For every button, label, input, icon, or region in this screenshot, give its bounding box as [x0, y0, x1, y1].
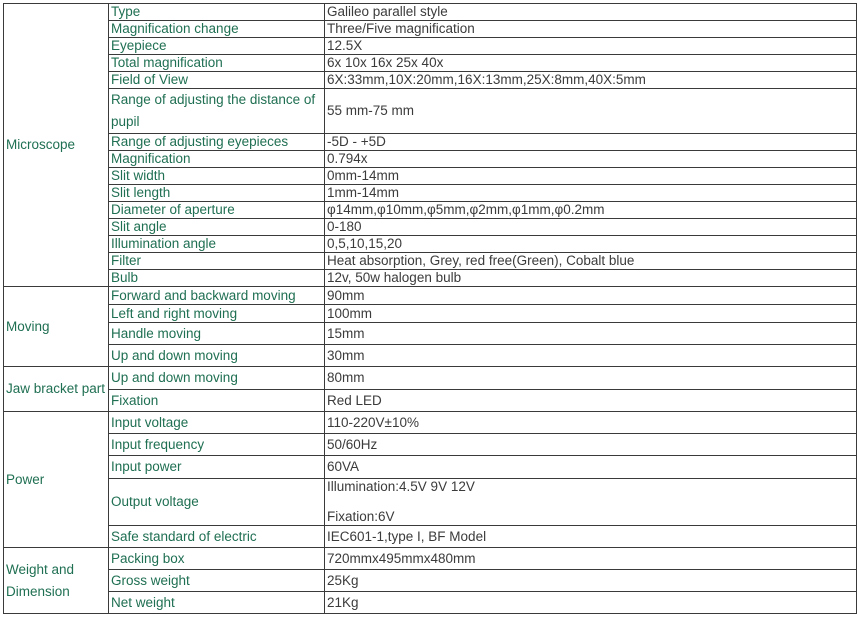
spec-value: 90mm	[325, 287, 857, 305]
table-row	[4, 21, 857, 38]
spec-label: Fixation	[109, 390, 325, 412]
spec-value: 25Kg	[325, 570, 857, 592]
spec-label: Field of View	[109, 72, 325, 89]
spec-value: 12v, 50w halogen bulb	[325, 270, 857, 287]
table-row	[4, 434, 857, 456]
spec-value: 0.794x	[325, 151, 857, 168]
spec-label: Range of adjusting eyepieces	[109, 134, 325, 151]
table-row	[4, 185, 857, 202]
line-gap	[327, 495, 854, 509]
category-cell: Microscope	[4, 4, 109, 287]
spec-value: 720mmx495mmx480mm	[325, 548, 857, 570]
spec-label: Type	[109, 4, 325, 21]
spec-value: 6X:33mm,10X:20mm,16X:13mm,25X:8mm,40X:5mm	[325, 72, 857, 89]
category-cell: Power	[4, 412, 109, 548]
spec-value: 1mm-14mm	[325, 185, 857, 202]
spec-label: Magnification change	[109, 21, 325, 38]
spec-label: Input frequency	[109, 434, 325, 456]
table-row	[4, 134, 857, 151]
table-row	[4, 270, 857, 287]
spec-value: 21Kg	[325, 592, 857, 614]
table-row	[4, 570, 857, 592]
table-row	[4, 526, 857, 548]
spec-label: Slit angle	[109, 219, 325, 236]
spec-value: 80mm	[325, 367, 857, 390]
spec-label: Net weight	[109, 592, 325, 614]
spec-label: Packing box	[109, 548, 325, 570]
spec-value: 0mm-14mm	[325, 168, 857, 185]
table-row	[4, 305, 857, 323]
category-cell: Moving	[4, 287, 109, 367]
spec-label: Up and down moving	[109, 345, 325, 367]
table-row	[4, 323, 857, 345]
table-row	[4, 151, 857, 168]
table-row	[4, 4, 857, 21]
table-row	[4, 253, 857, 270]
table-row	[4, 202, 857, 219]
spec-value: Red LED	[325, 390, 857, 412]
table-row	[4, 55, 857, 72]
spec-value: 50/60Hz	[325, 434, 857, 456]
spec-value: 0,5,10,15,20	[325, 236, 857, 253]
table-row	[4, 390, 857, 412]
spec-value-multiline	[325, 479, 857, 526]
spec-value: 12.5X	[325, 38, 857, 55]
spec-value: Heat absorption, Grey, red free(Green), Cobalt blue	[325, 253, 857, 270]
table-row	[4, 287, 857, 305]
spec-label: Handle moving	[109, 323, 325, 345]
table-row	[4, 479, 857, 526]
spec-value: 110-220V±10%	[325, 412, 857, 434]
spec-value: 60VA	[325, 456, 857, 479]
spec-label: Gross weight	[109, 570, 325, 592]
table-row	[4, 89, 857, 134]
spec-label: Input voltage	[109, 412, 325, 434]
spec-label: Diameter of aperture	[109, 202, 325, 219]
spec-value: IEC601-1,type I, BF Model	[325, 526, 857, 548]
table-row	[4, 236, 857, 253]
spec-label: Filter	[109, 253, 325, 270]
spec-label: Range of adjusting the distance of pupil	[109, 89, 325, 134]
spec-label: Total magnification	[109, 55, 325, 72]
spec-value: 55 mm-75 mm	[325, 89, 857, 134]
table-row	[4, 38, 857, 55]
category-cell: Weight and Dimension	[4, 548, 109, 614]
spec-value: φ14mm,φ10mm,φ5mm,φ2mm,φ1mm,φ0.2mm	[325, 202, 857, 219]
table-row	[4, 72, 857, 89]
spec-label: Magnification	[109, 151, 325, 168]
spec-label: Slit width	[109, 168, 325, 185]
table-row	[4, 548, 857, 570]
table-row	[4, 367, 857, 390]
spec-value-line: Illumination:4.5V 9V 12V	[327, 479, 475, 494]
spec-label: Left and right moving	[109, 305, 325, 323]
spec-value: -5D - +5D	[325, 134, 857, 151]
spec-label: Slit length	[109, 185, 325, 202]
spec-table	[3, 3, 857, 614]
spec-label: Safe standard of electric	[109, 526, 325, 548]
spec-value: 0-180	[325, 219, 857, 236]
table-row	[4, 219, 857, 236]
spec-value: Galileo parallel style	[325, 4, 857, 21]
spec-label: Bulb	[109, 270, 325, 287]
spec-value: Three/Five magnification	[325, 21, 857, 38]
table-row	[4, 168, 857, 185]
spec-label: Input power	[109, 456, 325, 479]
spec-label: Up and down moving	[109, 367, 325, 390]
spec-value-line: Fixation:6V	[327, 509, 395, 524]
spec-label: Forward and backward moving	[109, 287, 325, 305]
spec-label: Illumination angle	[109, 236, 325, 253]
spec-value: 15mm	[325, 323, 857, 345]
table-row	[4, 456, 857, 479]
table-row	[4, 345, 857, 367]
spec-label: Output voltage	[109, 479, 325, 526]
spec-label: Eyepiece	[109, 38, 325, 55]
table-row	[4, 592, 857, 614]
table-row	[4, 412, 857, 434]
spec-value: 30mm	[325, 345, 857, 367]
spec-value: 100mm	[325, 305, 857, 323]
spec-value: 6x 10x 16x 25x 40x	[325, 55, 857, 72]
category-cell: Jaw bracket part	[4, 367, 109, 412]
